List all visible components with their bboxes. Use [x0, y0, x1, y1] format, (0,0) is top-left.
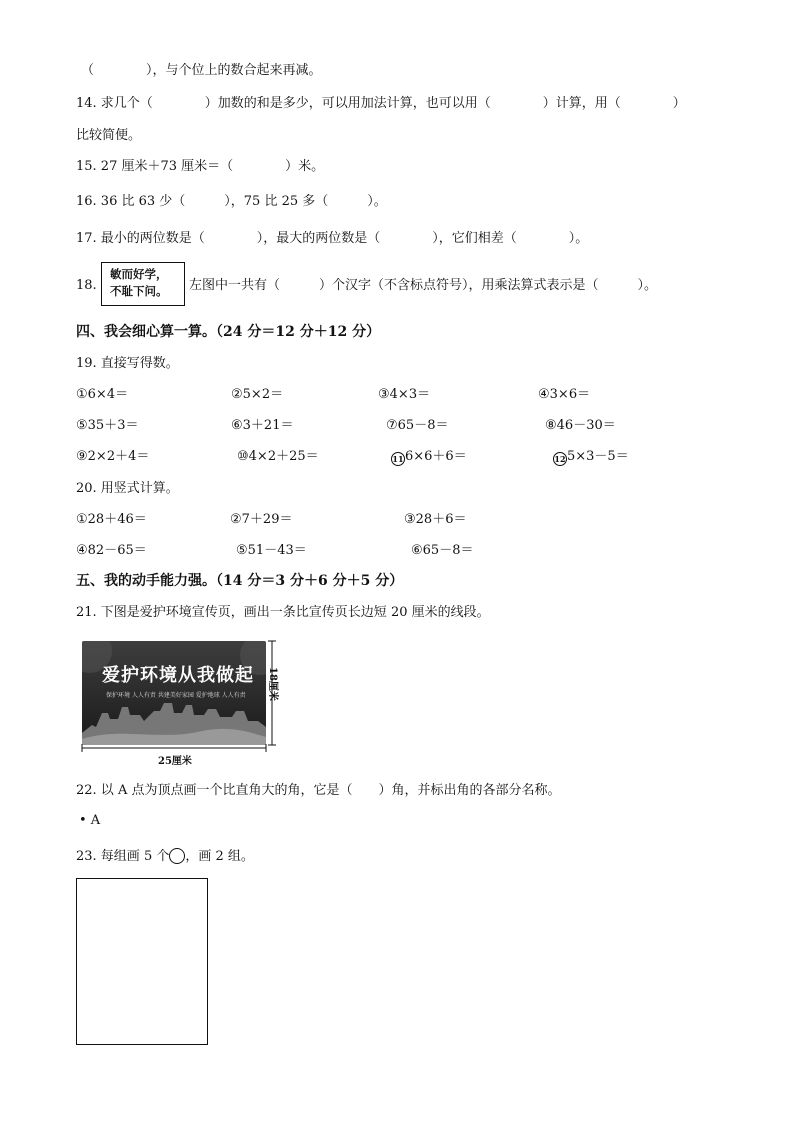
q19-item-5: ⑤35＋3＝	[76, 418, 139, 433]
q19-item-7: ⑦65－8＝	[386, 418, 449, 433]
poem-line-1: 敏而好学，	[110, 267, 168, 281]
q19-item-8: ⑧46－30＝	[545, 418, 616, 433]
q21-text: 21. 下图是爱护环境宣传页，画出一条比宣传页长边短 20 厘米的线段。	[76, 605, 490, 620]
poster-height-label: 18厘米	[267, 667, 278, 701]
q20-item-2: ②7＋29＝	[230, 512, 293, 527]
q14-line1: 14. 求几个（ ）加数的和是多少，可以用加法计算，也可以用（ ）计算，用（ ）	[76, 96, 686, 111]
section4-title: 四、我会细心算一算。（24 分＝12 分＋12 分）	[76, 324, 381, 340]
q23-text	[76, 848, 254, 866]
q19-item-6: ⑥3＋21＝	[231, 418, 294, 433]
poem-line-2: 不耻下问。	[110, 284, 168, 298]
poster-dimension-lines	[70, 636, 370, 766]
q15: 15. 27 厘米＋73 厘米＝（ ）米。	[76, 159, 325, 174]
q23-text-before: 23. 每组画 5 个	[76, 849, 170, 864]
q20-title: 20. 用竖式计算。	[76, 481, 179, 496]
section5-title: 五、我的动手能力强。（14 分＝3 分＋6 分＋5 分）	[76, 573, 404, 589]
q13-tail: （ ），与个位上的数合起来再减。	[81, 63, 322, 78]
q19-item-12	[553, 448, 629, 466]
circle-icon	[169, 848, 185, 864]
q19-item-10: ⑩4×2＋25＝	[237, 449, 319, 464]
enclosed-number-11: 11	[392, 454, 404, 464]
q19-item-11-expr: 6×6＋6＝	[405, 449, 467, 464]
q20-item-6: ⑥65－8＝	[411, 543, 474, 558]
poster-subtitle: 保护环境 人人有责 共建美好家园 爱护地球 人人有责	[106, 692, 246, 699]
q19-item-11	[391, 448, 467, 466]
q20-item-1: ①28＋46＝	[76, 512, 147, 527]
q19-item-1: ①6×4＝	[76, 387, 129, 402]
q23-text-after: ，画 2 组。	[185, 849, 254, 864]
q17: 17. 最小的两位数是（ ），最大的两位数是（ ），它们相差（ ）。	[76, 231, 589, 246]
q19-item-9: ⑨2×2＋4＝	[76, 449, 150, 464]
q19-item-3: ③4×3＝	[378, 387, 431, 402]
q22-text: 22. 以 A 点为顶点画一个比直角大的角，它是（ ）角，并标出角的各部分名称。	[76, 783, 561, 798]
poem-box	[101, 262, 185, 306]
enclosed-number-12: 12	[554, 454, 566, 464]
poster-title: 爱护环境从我做起	[102, 665, 254, 686]
q19-title: 19. 直接写得数。	[76, 356, 179, 371]
q20-item-5: ⑤51－43＝	[236, 543, 307, 558]
q20-item-3: ③28＋6＝	[404, 512, 467, 527]
point-a: • A	[79, 813, 101, 828]
q19-item-2: ②5×2＝	[231, 387, 284, 402]
poster-width-label: 25厘米	[158, 756, 192, 767]
q20-item-4: ④82－65＝	[76, 543, 147, 558]
q14-line2: 比较简便。	[76, 128, 142, 143]
q19-item-12-expr: 5×3－5＝	[567, 449, 629, 464]
q16: 16. 36 比 63 少（ ），75 比 25 多（ ）。	[76, 194, 387, 209]
q19-item-4: ④3×6＝	[538, 387, 591, 402]
q18-number: 18.	[76, 278, 97, 293]
drawing-box[interactable]	[76, 878, 208, 1045]
q18-text: 左图中一共有（ ）个汉字（不含标点符号），用乘法算式表示是（ ）。	[189, 278, 658, 293]
